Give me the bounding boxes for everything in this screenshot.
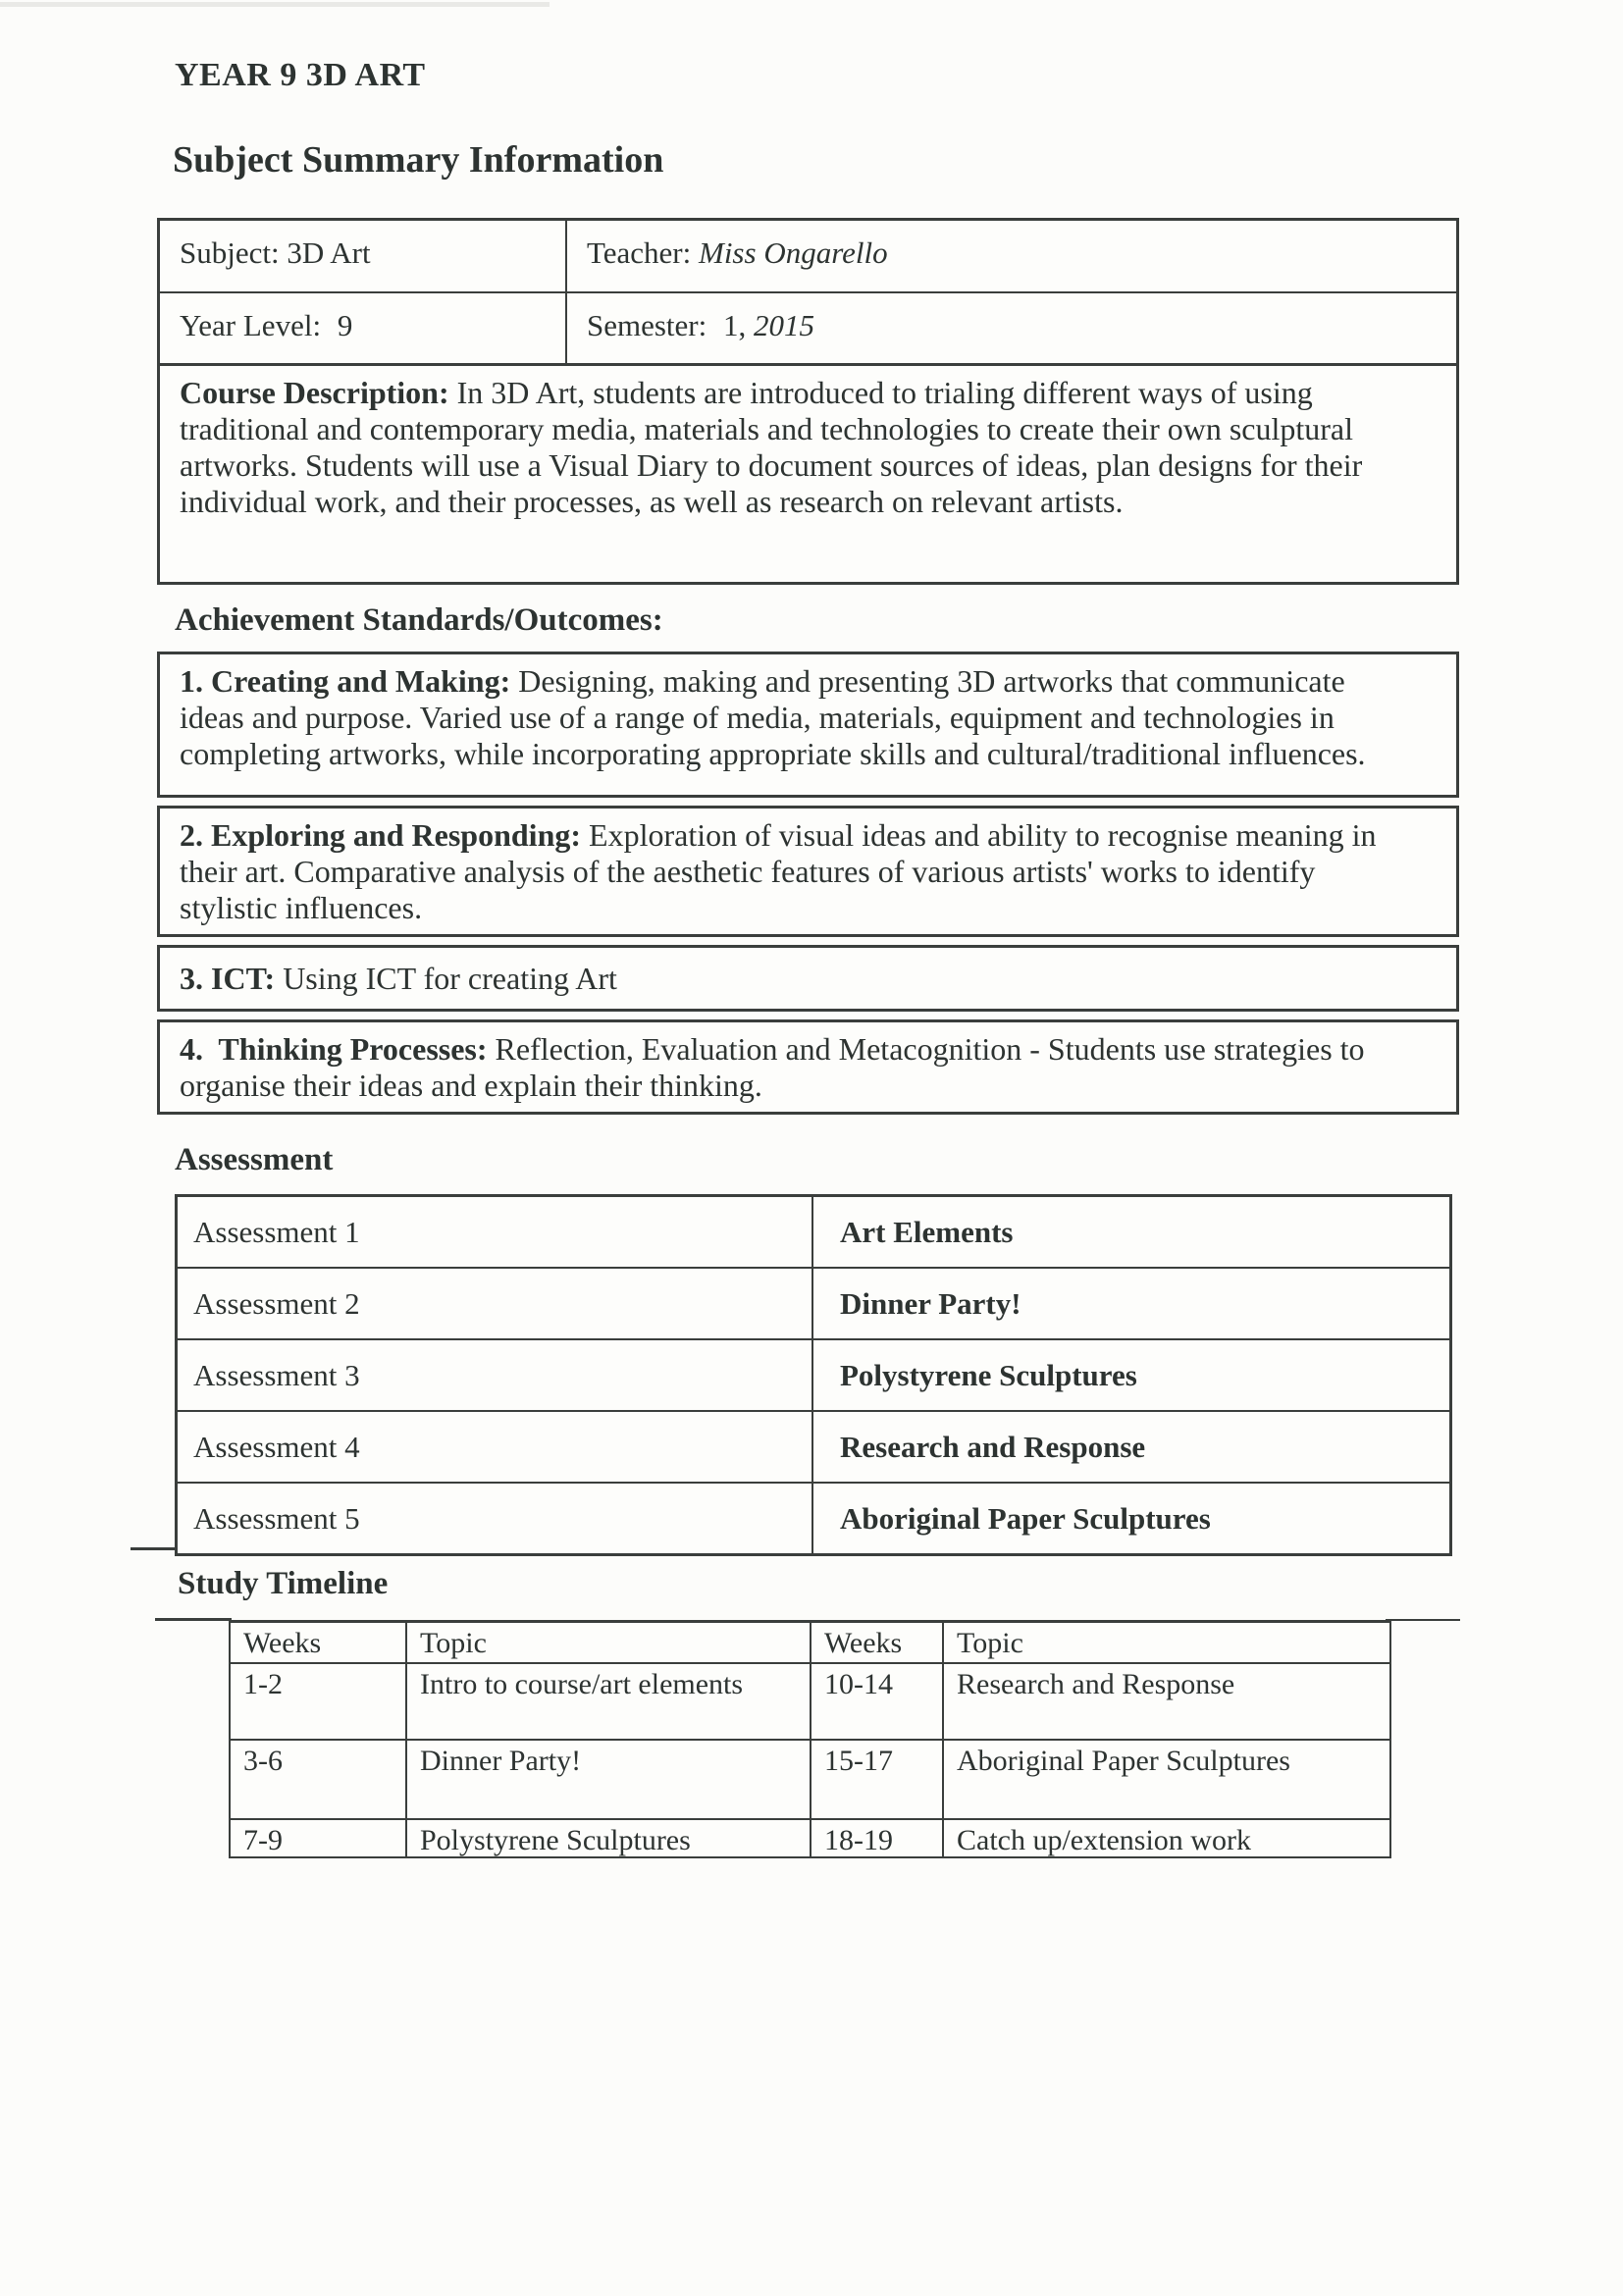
assessment-name: Assessment 2 (178, 1269, 813, 1338)
subject-cell (160, 221, 567, 291)
teacher-value: Miss Ongarello (699, 235, 888, 270)
scan-artifact-line (131, 1547, 178, 1550)
scan-artifact-smudge (0, 2, 550, 7)
assessment-name: Assessment 3 (178, 1340, 813, 1410)
table-row (231, 1820, 1389, 1856)
weeks-cell: 15-17 (812, 1741, 944, 1818)
assessment-value: Aboriginal Paper Sculptures (840, 1500, 1211, 1536)
assessment-heading: Assessment (175, 1142, 334, 1177)
assessment-value: Research and Response (840, 1429, 1146, 1464)
weeks-cell: 18-19 (812, 1820, 944, 1856)
table-row (160, 293, 1456, 364)
weeks-cell: 1-2 (231, 1664, 407, 1739)
topic-cell: Catch up/extension work (957, 1824, 1251, 1856)
year-level-cell (160, 293, 567, 364)
table-row (178, 1484, 1449, 1553)
standard-text: Designing, making and presenting 3D artworks that communicate ideas and purpose. Varied use of a range of media, materials, equipment and technologies in completing artworks, while incorporating appropriate skills and cultural/traditional influences. (180, 663, 1366, 771)
course-description-box (157, 363, 1459, 585)
semester-cell (567, 293, 1456, 364)
semester-year-value: 2015 (754, 308, 814, 342)
achievement-standards-heading: Achievement Standards/Outcomes: (175, 602, 663, 638)
weeks-cell: 7-9 (231, 1820, 407, 1856)
column-header-weeks: Weeks (231, 1623, 407, 1662)
standard-item-ict (157, 945, 1459, 1012)
course-description-label: Course Description: (180, 375, 449, 410)
standard-text: Exploration of visual ideas and ability to recognise meaning in their art. Comparative analysis of the aesthetic features of various artists' works to identify stylistic influences. (180, 817, 1377, 925)
table-row (178, 1412, 1449, 1484)
assessment-value: Art Elements (840, 1214, 1014, 1249)
weeks-cell: 3-6 (231, 1741, 407, 1818)
table-row (231, 1664, 1389, 1741)
standard-text: Using ICT for creating Art (283, 961, 617, 996)
assessment-value: Dinner Party! (840, 1285, 1021, 1321)
scan-artifact-line (155, 1618, 232, 1621)
standard-label: 4. Thinking Processes: (180, 1031, 488, 1067)
standard-item-creating-making (157, 652, 1459, 798)
table-row (160, 221, 1456, 293)
topic-cell: Research and Response (957, 1668, 1235, 1700)
study-timeline-table (229, 1620, 1391, 1858)
assessment-name: Assessment 4 (178, 1412, 813, 1482)
column-header-topic: Topic (957, 1627, 1023, 1659)
subject-value: 3D Art (287, 235, 371, 270)
standard-item-thinking-processes (157, 1019, 1459, 1115)
scan-artifact-line (1386, 1619, 1460, 1621)
year-level-label: Year Level: (180, 308, 322, 342)
topic-cell: Intro to course/art elements (407, 1664, 812, 1739)
weeks-cell: 10-14 (812, 1664, 944, 1739)
table-row (231, 1741, 1389, 1820)
document-title: YEAR 9 3D ART (175, 57, 426, 93)
table-row (178, 1269, 1449, 1340)
topic-cell: Polystyrene Sculptures (407, 1820, 812, 1856)
subject-summary-table (157, 218, 1459, 367)
subject-label: Subject: (180, 235, 280, 270)
table-row (178, 1197, 1449, 1269)
standard-label: 2. Exploring and Responding: (180, 817, 582, 853)
standard-label: 1. Creating and Making: (180, 663, 511, 699)
standard-text: Reflection, Evaluation and Metacognition - Students use strategies to organise their ideas and explain their thinking. (180, 1031, 1365, 1103)
study-timeline-heading: Study Timeline (178, 1566, 389, 1601)
assessment-name: Assessment 5 (178, 1484, 813, 1553)
standard-item-exploring-responding (157, 806, 1459, 937)
semester-label: Semester: (587, 308, 707, 342)
course-description-text: In 3D Art, students are introduced to trialing different ways of using traditional and contemporary media, materials and technologies to create their own sculptural artworks. Students will use a Visual Diary to document sources of ideas, plan designs for their individual work, and their processes, as well as research on relevant artists. (180, 375, 1363, 519)
semester-value: 1, (723, 308, 747, 342)
table-header-row (231, 1623, 1389, 1664)
document-subtitle: Subject Summary Information (173, 139, 664, 181)
teacher-label: Teacher: (587, 235, 692, 270)
topic-cell: Aboriginal Paper Sculptures (957, 1745, 1290, 1777)
assessment-value: Polystyrene Sculptures (840, 1357, 1137, 1392)
teacher-cell (567, 221, 1456, 291)
assessment-table (175, 1194, 1452, 1556)
assessment-name: Assessment 1 (178, 1197, 813, 1267)
standard-label: 3. ICT: (180, 961, 276, 996)
column-header-topic: Topic (407, 1623, 812, 1662)
topic-cell: Dinner Party! (407, 1741, 812, 1818)
year-level-value: 9 (337, 308, 353, 342)
table-row (178, 1340, 1449, 1412)
column-header-weeks: Weeks (812, 1623, 944, 1662)
